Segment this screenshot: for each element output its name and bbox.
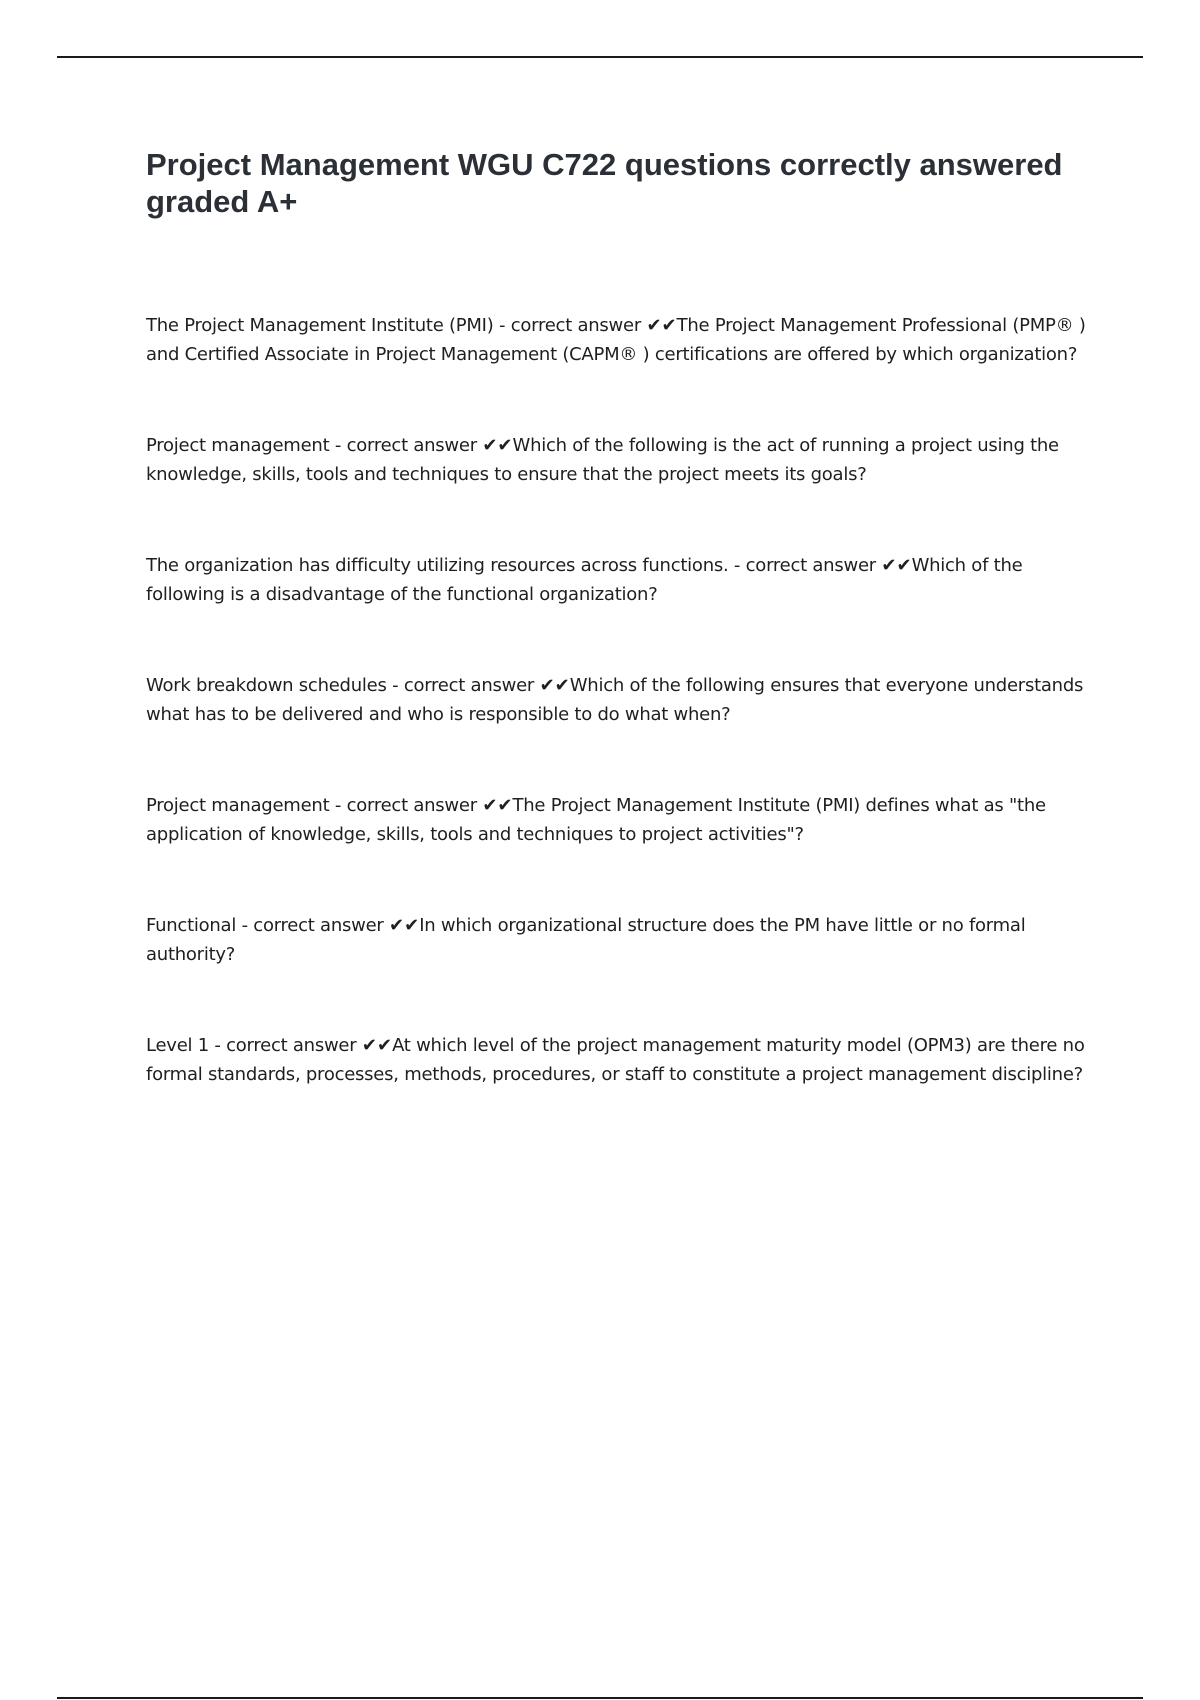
double-check-icon: ✔✔: [881, 555, 912, 576]
correct-answer-label: correct answer: [510, 315, 641, 336]
top-divider: [57, 56, 1143, 58]
qa-list: [146, 311, 1096, 1089]
question-text: In which organizational structure does the PM have little or no formal authority?: [146, 915, 1026, 965]
correct-answer-label: correct answer: [253, 915, 384, 936]
correct-answer-label: correct answer: [403, 675, 535, 696]
question-text: Which of the following is a disadvantage of the functional organization?: [146, 555, 1023, 605]
double-check-icon: ✔✔: [646, 315, 677, 336]
double-check-icon: ✔✔: [482, 795, 513, 816]
qa-item: [146, 431, 1096, 489]
qa-item: [146, 911, 1096, 969]
correct-answer-label: correct answer: [745, 555, 876, 576]
bottom-divider: [57, 1697, 1143, 1699]
answer-text: Project management -: [146, 435, 347, 456]
double-check-icon: ✔✔: [389, 915, 420, 936]
document-body: [146, 146, 1096, 1151]
qa-item: [146, 1031, 1096, 1089]
double-check-icon: ✔✔: [361, 1035, 393, 1056]
double-check-icon: ✔✔: [539, 675, 570, 696]
correct-answer-label: correct answer: [226, 1035, 357, 1056]
qa-item: [146, 671, 1096, 729]
question-text: The Project Management Institute (PMI) defines what as "the application of knowledge, skills, tools and techniques to project activities"?: [146, 795, 1046, 845]
document-title: Project Management WGU C722 questions correctly answered graded A+: [146, 147, 1063, 219]
answer-text: The Project Management Institute (PMI) -: [146, 315, 511, 336]
double-check-icon: ✔✔: [482, 435, 513, 456]
answer-text: Project management -: [146, 795, 347, 816]
question-text: At which level of the project management maturity model (OPM3) are there no formal standards, processes, methods, procedures, or staff to constitute a project management discipline?: [146, 1035, 1085, 1085]
question-text: Which of the following ensures that everyone understands what has to be delivered and who is responsible to do what when?: [146, 675, 1084, 725]
question-text: The Project Management Professional (PMP® ) and Certified Associate in Project Management (CAPM® ) certifications are offered by which organization?: [146, 315, 1086, 365]
qa-item: [146, 551, 1096, 609]
answer-text: Level 1 -: [146, 1035, 226, 1056]
correct-answer-label: correct answer: [346, 435, 477, 456]
answer-text: Functional -: [146, 915, 253, 936]
qa-item: [146, 791, 1096, 849]
question-text: Which of the following is the act of running a project using the knowledge, skills, tools and techniques to ensure that the project meets its goals?: [146, 435, 1059, 485]
answer-text: The organization has difficulty utilizing resources across functions. -: [146, 555, 746, 576]
qa-item: [146, 311, 1096, 369]
correct-answer-label: correct answer: [346, 795, 477, 816]
answer-text: Work breakdown schedules -: [146, 675, 404, 696]
